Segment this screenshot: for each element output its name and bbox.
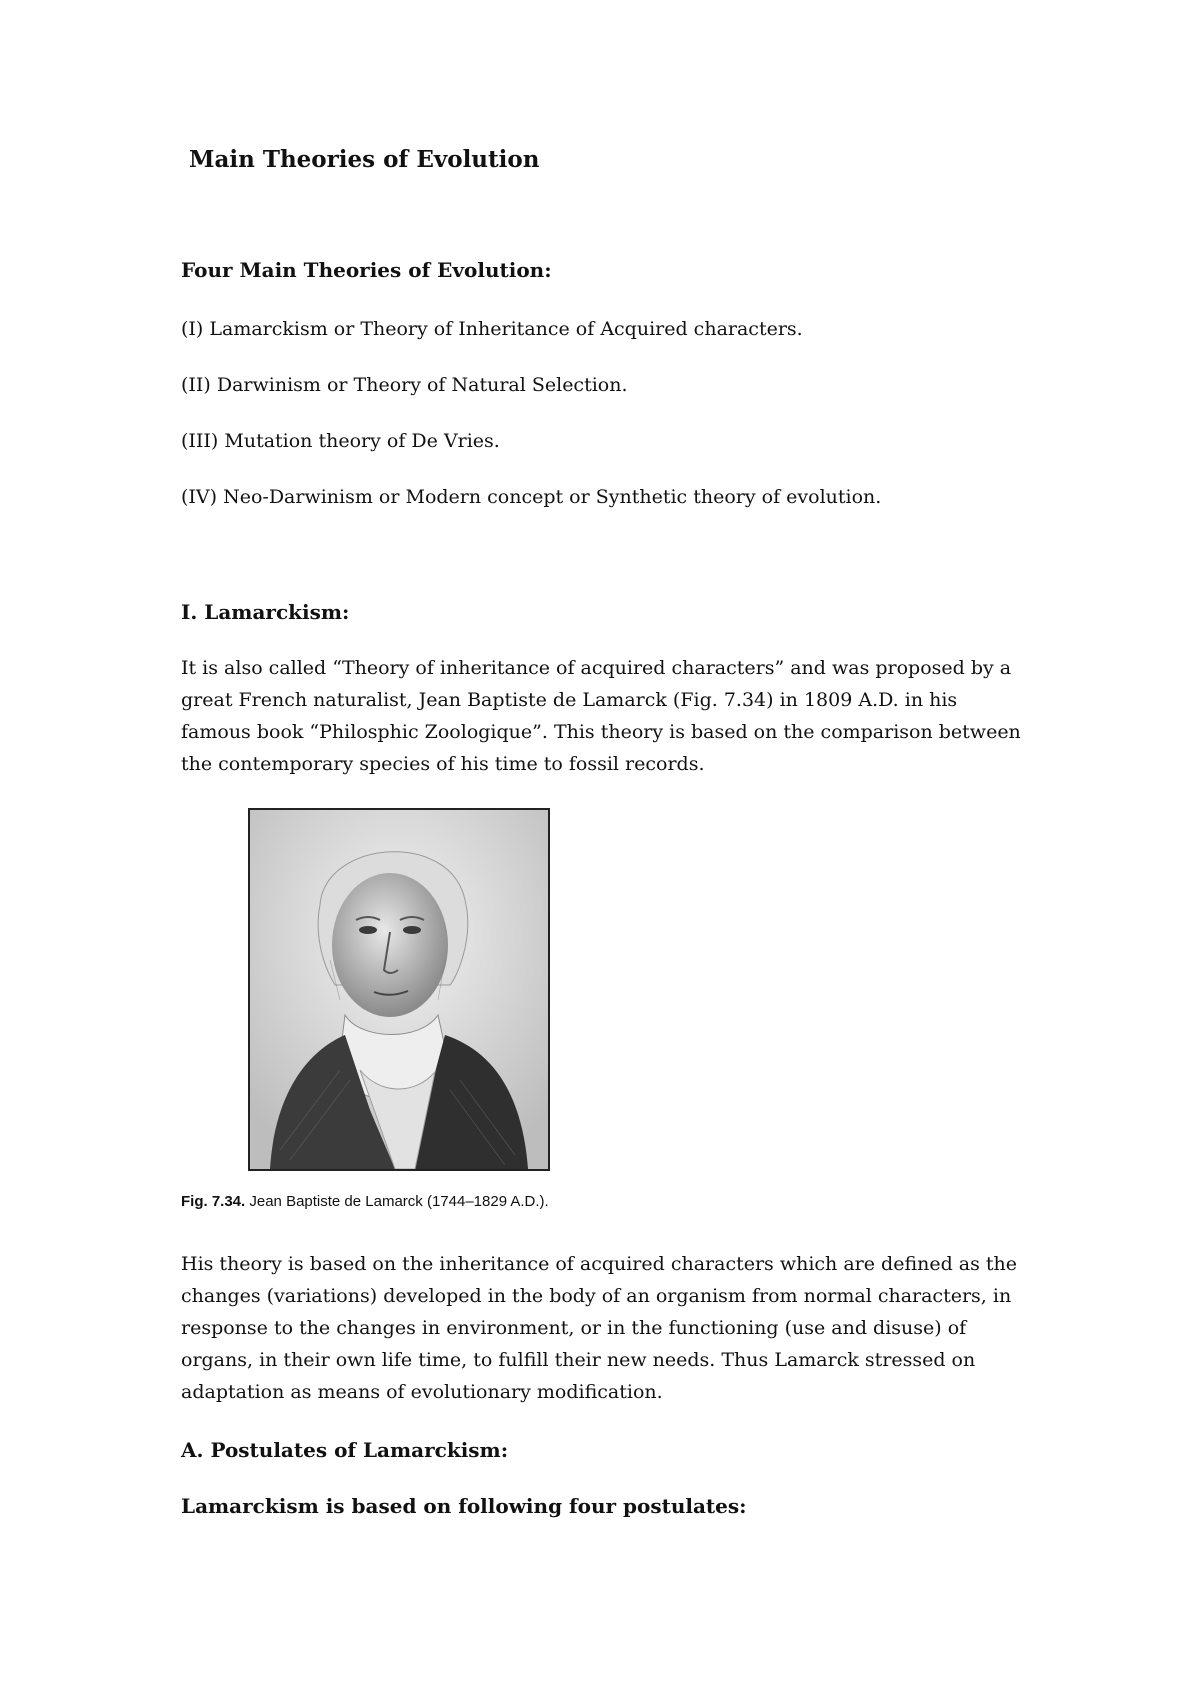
lamarck-portrait xyxy=(248,808,550,1171)
theory-item-2: (II) Darwinism or Theory of Natural Selection. xyxy=(181,374,628,396)
lamarckism-paragraph: It is also called “Theory of inheritance of acquired characters” and was proposed by a great French naturalist, Jean Baptiste de Lamarck (Fig. 7.34) in 1809 A.D. in his famous book “Philosphic Zoologique”. This theory is based on the comparison between the contemporary species of his time to fossil records. xyxy=(181,657,1021,775)
postulates-subheading: Lamarckism is based on following four postulates: xyxy=(181,1494,747,1518)
theories-heading: Four Main Theories of Evolution: xyxy=(181,258,552,282)
theory-item-1: (I) Lamarckism or Theory of Inheritance of Acquired characters. xyxy=(181,318,803,340)
figure-label: Fig. 7.34. xyxy=(181,1193,246,1210)
figure-caption-text: Jean Baptiste de Lamarck (1744–1829 A.D.). xyxy=(249,1193,549,1210)
figure-caption xyxy=(181,1193,549,1210)
page-title: Main Theories of Evolution xyxy=(189,146,540,173)
theory-item-3: (III) Mutation theory of De Vries. xyxy=(181,430,500,452)
lamarckism-heading: I. Lamarckism: xyxy=(181,600,350,624)
inheritance-paragraph: His theory is based on the inheritance of acquired characters which are defined as the changes (variations) developed in the body of an organism from normal characters, in response to the changes in environment, or in the functioning (use and disuse) of organs, in their own life time, to fulfill their new needs. Thus Lamarck stressed on adaptation as means of evolutionary modification. xyxy=(181,1253,1018,1403)
theory-item-4: (IV) Neo-Darwinism or Modern concept or Synthetic theory of evolution. xyxy=(181,486,882,508)
portrait-engraving-image xyxy=(250,810,548,1169)
postulates-heading: A. Postulates of Lamarckism: xyxy=(181,1438,509,1462)
